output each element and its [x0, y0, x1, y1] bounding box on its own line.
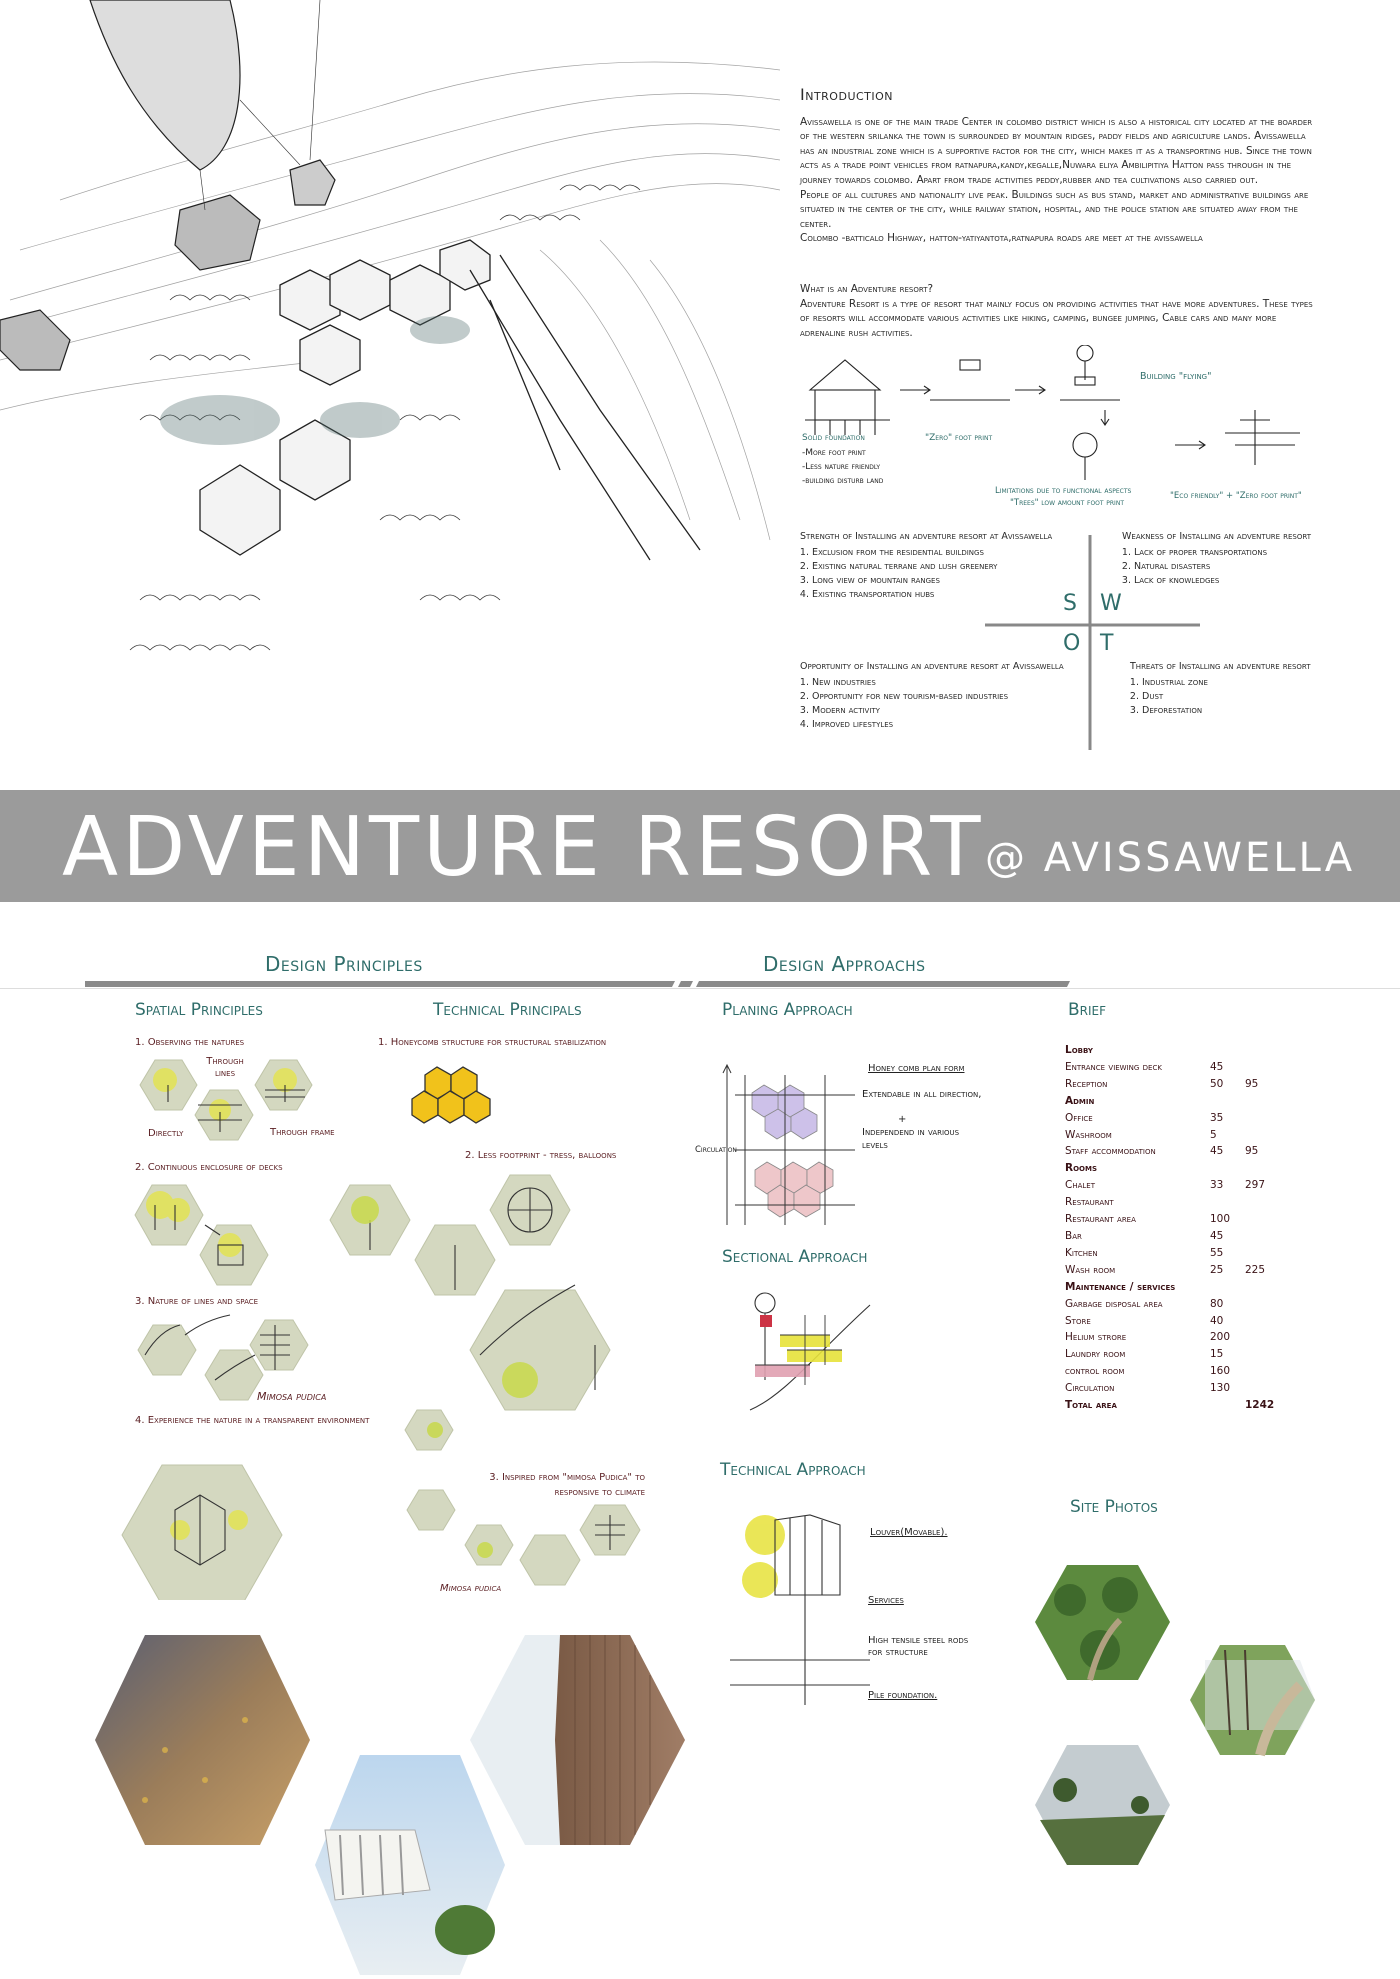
weakness-item: 3. Lack of knowledges — [1134, 574, 1357, 588]
brief-row — [1065, 1143, 1295, 1160]
brief-subtotal — [1245, 1346, 1285, 1363]
brief-space-name: Reception — [1065, 1077, 1108, 1090]
brief-area: 40 — [1210, 1314, 1224, 1327]
brief-space-name: Store — [1065, 1314, 1091, 1327]
opportunity-item: 3. Modern activity — [812, 704, 1090, 718]
solid-point-1: -More foot print — [802, 448, 866, 458]
solid-point-3: -building disturb land — [802, 476, 884, 486]
steel-rods-label: High tensile steel rods for structure — [868, 1635, 969, 1658]
brief-group-row — [1065, 1279, 1295, 1296]
building-flying-label: Building "flying" — [1140, 371, 1212, 382]
strength-item: 2. Existing natural terrane and lush greenery — [812, 560, 1090, 574]
introduction-heading: Introduction — [800, 85, 894, 104]
swot-o-letter: O — [1063, 631, 1081, 656]
planing-approach-heading: Planing Approach — [722, 1000, 853, 1020]
independent-label: Independend in various levels — [862, 1127, 960, 1151]
trees-low-label: "Trees" low amount foot print — [1010, 498, 1124, 508]
brief-row — [1065, 1059, 1295, 1076]
brief-space-name: Bar — [1065, 1229, 1082, 1242]
technical-note-2: 2. Less footprint - tress, balloons — [465, 1150, 617, 1161]
spatial-note-2: 2. Continuous enclosure of decks — [135, 1162, 283, 1173]
brief-subtotal — [1245, 1194, 1285, 1211]
brief-space-name: Staff accommodation — [1065, 1145, 1156, 1158]
brief-area: 35 — [1210, 1111, 1224, 1124]
brief-row — [1065, 1363, 1295, 1380]
swot-w-letter: W — [1100, 591, 1122, 616]
through-lines-label: Through lines — [206, 1056, 244, 1079]
spatial-note-1: 1. Observing the natures — [135, 1037, 245, 1048]
brief-row — [1065, 1262, 1295, 1279]
brief-group-row — [1065, 1093, 1295, 1110]
brief-area: 45 — [1210, 1229, 1224, 1242]
site-photos — [1030, 1560, 1375, 1875]
brief-subtotal — [1245, 1110, 1285, 1127]
swot-t-letter: T — [1100, 631, 1114, 656]
brief-space-name: Rooms — [1065, 1162, 1097, 1175]
technical-principals-heading: Technical Principals — [433, 1000, 582, 1020]
brief-area — [1210, 1160, 1245, 1177]
hairline — [0, 988, 1400, 989]
footprint-concept-diagram — [800, 345, 1340, 510]
circulation-label: Circulation — [695, 1145, 737, 1155]
brief-space-name: Chalet — [1065, 1179, 1095, 1192]
limitations-label: Limitations due to functional aspects — [995, 486, 1132, 496]
brief-area: 200 — [1210, 1331, 1231, 1344]
plus-label: + — [898, 1114, 907, 1125]
precedent-photos — [85, 1630, 785, 1975]
brief-space-name: Admin — [1065, 1094, 1095, 1107]
weaknesses-heading: Weakness of Installing an adventure resort — [1122, 531, 1311, 542]
brief-area: 80 — [1210, 1297, 1224, 1310]
brief-area — [1210, 1093, 1245, 1110]
honeycomb-plan-label: Honey comb plan form — [868, 1063, 965, 1074]
banner-title: ADVENTURE RESORT — [62, 800, 985, 895]
brief-schedule — [1065, 1042, 1295, 1414]
brief-area: 33 — [1210, 1179, 1224, 1192]
brief-row — [1065, 1211, 1295, 1228]
brief-row — [1065, 1329, 1295, 1346]
strengths-heading: Strength of Installing an adventure resort at Avissawella — [800, 531, 1053, 542]
brief-space-name: Restaurant — [1065, 1196, 1114, 1209]
spatial-principles-heading: Spatial Principles — [135, 1000, 263, 1020]
technical-note-1: 1. Honeycomb structure for structural stabilization — [378, 1037, 607, 1048]
brief-space-name: Garbage disposal area — [1065, 1297, 1163, 1310]
site-photos-heading: Site Photos — [1070, 1497, 1158, 1517]
spatial-note-4: 4. Experience the nature in a transparent environment — [135, 1415, 370, 1426]
honeycomb-plan-sketch — [715, 1055, 865, 1235]
solid-point-2: -Less nature friendly — [802, 462, 881, 472]
spatial-note-3: 3. Nature of lines and space — [135, 1296, 259, 1307]
technical-principals-sketches — [325, 1045, 665, 1605]
brief-subtotal — [1245, 1380, 1285, 1397]
brief-heading: Brief — [1068, 1000, 1107, 1020]
brief-area: 25 — [1210, 1263, 1224, 1276]
brief-row — [1065, 1296, 1295, 1313]
brief-subtotal — [1245, 1127, 1285, 1144]
brief-area — [1210, 1042, 1245, 1059]
brief-subtotal — [1245, 1279, 1285, 1296]
brief-row — [1065, 1127, 1295, 1144]
swot-cross — [985, 535, 1200, 750]
weakness-item: 1. Lack of proper transportations — [1134, 546, 1357, 560]
brief-subtotal: 95 — [1245, 1145, 1259, 1158]
balloon-valley-photo — [95, 1635, 310, 1845]
directly-label: Directly — [148, 1128, 184, 1139]
swot-s-letter: S — [1063, 591, 1077, 616]
brief-group-row — [1065, 1042, 1295, 1059]
brief-area: 50 — [1210, 1077, 1224, 1090]
pile-foundation-label: Pile foundation. — [868, 1690, 938, 1701]
technical-approach-heading: Technical Approach — [720, 1460, 866, 1480]
brief-row — [1065, 1346, 1295, 1363]
resort-aerial-sketch — [0, 0, 780, 760]
brief-subtotal — [1245, 1042, 1285, 1059]
strength-item: 1. Exclusion from the residential buildings — [812, 546, 1090, 560]
brief-area: 100 — [1210, 1213, 1231, 1226]
louver-label: Louver(Movable). — [870, 1527, 948, 1538]
brief-space-name: Total area — [1065, 1399, 1117, 1412]
brief-subtotal: 95 — [1245, 1077, 1259, 1090]
introduction-paragraph-3: Colombo -batticalo Highway, hatton-yatiyantota,ratnapura roads are meet at the avissawella — [800, 232, 1203, 245]
strength-item: 4. Existing transportation hubs — [812, 588, 1090, 602]
opportunity-item: 4. Improved lifestyles — [812, 718, 1090, 732]
brief-space-name: Restaurant area — [1065, 1213, 1136, 1226]
brief-row — [1065, 1194, 1295, 1211]
opportunities-heading: Opportunity of Installing an adventure resort at Avissawella — [800, 661, 1064, 672]
zero-footprint-label: "Zero" foot print — [925, 433, 993, 443]
introduction-block — [800, 85, 1320, 340]
mimosa-label-spatial: Mimosa pudica — [257, 1390, 327, 1403]
brief-area: 160 — [1210, 1365, 1231, 1378]
brief-subtotal: 1242 — [1245, 1399, 1275, 1412]
brief-space-name: Laundry room — [1065, 1348, 1126, 1361]
weakness-item: 2. Natural disasters — [1134, 560, 1357, 574]
banner-subtitle: @ AVISSAWELLA — [985, 835, 1356, 881]
design-principles-heading: Design Principles — [265, 952, 423, 976]
brief-row — [1065, 1076, 1295, 1093]
threat-item: 1. Industrial zone — [1142, 676, 1360, 690]
brief-area — [1210, 1397, 1245, 1414]
brief-space-name: Helium strore — [1065, 1331, 1127, 1344]
introduction-paragraph-2: People of all cultures and nationality live peak. Buildings such as bus stand, market and administrative buildings are situated in the center of the city, while railway station, hospital, and the police station are situated away from the center. — [800, 188, 1309, 230]
services-label: Services — [868, 1595, 904, 1606]
brief-subtotal — [1245, 1059, 1285, 1076]
brief-space-name: Maintenance / services — [1065, 1280, 1176, 1293]
brief-row — [1065, 1110, 1295, 1127]
brief-area: 130 — [1210, 1382, 1231, 1395]
brief-space-name: Lobby — [1065, 1044, 1093, 1056]
brief-area: 45 — [1210, 1145, 1224, 1158]
strength-item: 3. Long view of mountain ranges — [812, 574, 1090, 588]
brief-area — [1210, 1279, 1245, 1296]
brief-subtotal — [1245, 1160, 1285, 1177]
extendable-label: Extendable in all direction, — [862, 1089, 982, 1100]
adventure-resort-definition: Adventure Resort is a type of resort that mainly focus on providing activities that have more adventures. These types of resorts will accommodate various activities like hiking, camping, bungee jumping, Cable cars and many more adrenaline rush activities. — [800, 297, 1313, 339]
introduction-paragraph-1: Avissawella is one of the main trade Center in colombo district which is also a historical city located at the boarder of the western srilanka the town is surrounded by mountain ridges, paddy fields and agriculture lands. Avissawella has an industrial zone which is a supportive factor for the city, which makes it as a transporting hub. Since the town acts as a trade point vehicles from ratnapura,kandy,kegalle,Nuwara eliya Ambilipitiya Hatton pass through in the journey towards colombo. Apart from trade activities peddy,rubber and tea cultivations also carried out. — [800, 115, 1313, 186]
brief-space-name: Office — [1065, 1111, 1093, 1124]
brief-row — [1065, 1177, 1295, 1194]
brief-space-name: Washroom — [1065, 1128, 1112, 1141]
sectional-approach-heading: Sectional Approach — [722, 1247, 868, 1267]
brief-subtotal — [1245, 1363, 1285, 1380]
brief-group-row — [1065, 1160, 1295, 1177]
brief-subtotal — [1245, 1093, 1285, 1110]
solid-foundation-label: Solid foundation — [802, 433, 865, 443]
opportunity-item: 2. Opportunity for new tourism-based industries — [812, 690, 1090, 704]
brief-area: 15 — [1210, 1348, 1224, 1361]
threats-heading: Threats of Installing an adventure resort — [1130, 661, 1311, 672]
design-approachs-heading: Design Approachs — [763, 952, 926, 976]
brief-subtotal — [1245, 1245, 1285, 1262]
brief-row — [1065, 1380, 1295, 1397]
brief-area: 45 — [1210, 1060, 1224, 1073]
brief-area: 5 — [1210, 1128, 1217, 1141]
brief-subtotal: 297 — [1245, 1179, 1266, 1192]
threat-item: 2. Dust — [1142, 690, 1360, 704]
brief-space-name: Circulation — [1065, 1382, 1115, 1395]
brief-space-name: Entrance viewing deck — [1065, 1060, 1162, 1073]
eco-friendly-label: "Eco friendly" + "Zero foot print" — [1170, 491, 1302, 501]
mimosa-label-technical: Mimosa pudica — [440, 1583, 502, 1594]
brief-subtotal: 225 — [1245, 1263, 1266, 1276]
brief-space-name: Kitchen — [1065, 1246, 1098, 1259]
brief-row — [1065, 1245, 1295, 1262]
opportunity-item: 1. New industries — [812, 676, 1090, 690]
brief-area — [1210, 1194, 1245, 1211]
brief-subtotal — [1245, 1228, 1285, 1245]
brief-subtotal — [1245, 1329, 1285, 1346]
through-frame-label: Through frame — [270, 1127, 335, 1138]
brief-row — [1065, 1313, 1295, 1330]
technical-note-3: 3. Inspired from "mimosa Pudica" to responsive to climate — [489, 1472, 645, 1498]
brief-subtotal — [1245, 1296, 1285, 1313]
threat-item: 3. Deforestation — [1142, 704, 1360, 718]
brief-area: 55 — [1210, 1246, 1224, 1259]
adventure-resort-question: What is an Adventure resort? — [800, 282, 934, 295]
brief-space-name: control room — [1065, 1365, 1125, 1378]
brief-row — [1065, 1228, 1295, 1245]
brief-group-row — [1065, 1397, 1295, 1414]
brief-subtotal — [1245, 1211, 1285, 1228]
brief-subtotal — [1245, 1313, 1285, 1330]
sectional-sketch — [745, 1285, 880, 1415]
brief-space-name: Wash room — [1065, 1263, 1116, 1276]
